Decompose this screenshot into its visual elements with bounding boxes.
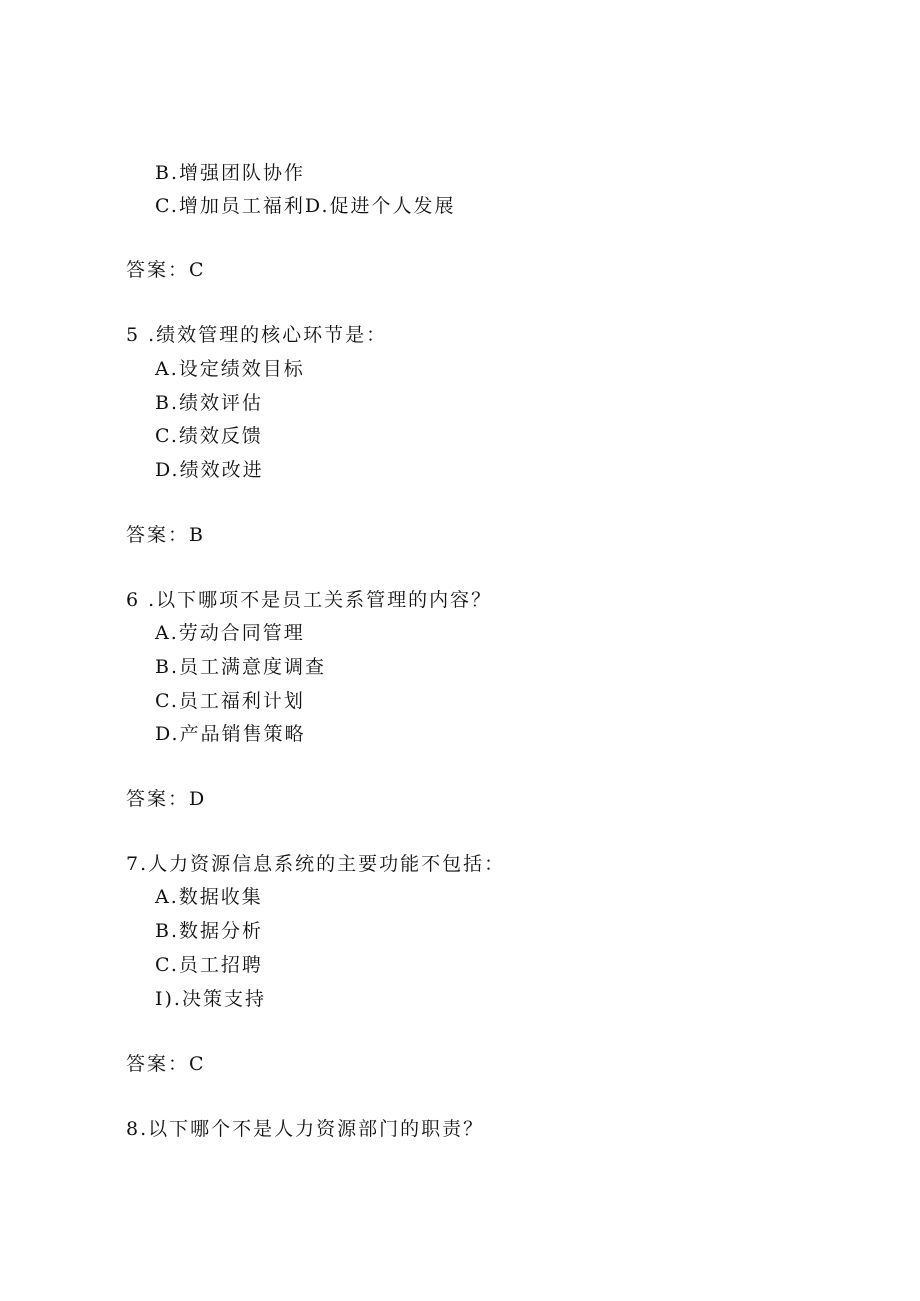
q5-option-b: B.绩效评估 — [155, 392, 264, 414]
q7-option-c: C.员工招聘 — [155, 954, 263, 976]
q7-option-a: A.数据收集 — [155, 886, 263, 908]
question-5: 5 .绩效管理的核心环节是： — [126, 324, 388, 346]
option-c-d: C.增加员工福利D.促进个人发展 — [155, 195, 456, 217]
q5-option-c: C.绩效反馈 — [155, 425, 263, 447]
question-7: 7.人力资源信息系统的主要功能不包括： — [126, 853, 506, 875]
question-6: 6 .以下哪项不是员工关系管理的内容？ — [126, 589, 493, 611]
answer-7: 答案：C — [126, 1053, 206, 1075]
answer-5: 答案：B — [126, 524, 205, 546]
option-b: B.增强团队协作 — [155, 162, 306, 184]
q6-option-d: D.产品销售策略 — [155, 723, 306, 745]
q7-option-d: I).决策支持 — [155, 988, 266, 1010]
q6-option-b: B.员工满意度调查 — [155, 656, 327, 678]
q6-option-c: C.员工福利计划 — [155, 690, 305, 712]
q7-option-b: B.数据分析 — [155, 920, 264, 942]
q5-option-a: A.设定绩效目标 — [155, 358, 305, 380]
answer-6: 答案：D — [126, 788, 207, 810]
question-8: 8.以下哪个不是人力资源部门的职责？ — [126, 1118, 485, 1140]
answer-4: 答案：C — [126, 259, 206, 281]
q6-option-a: A.劳动合同管理 — [155, 622, 305, 644]
q5-option-d: D.绩效改进 — [155, 459, 264, 481]
